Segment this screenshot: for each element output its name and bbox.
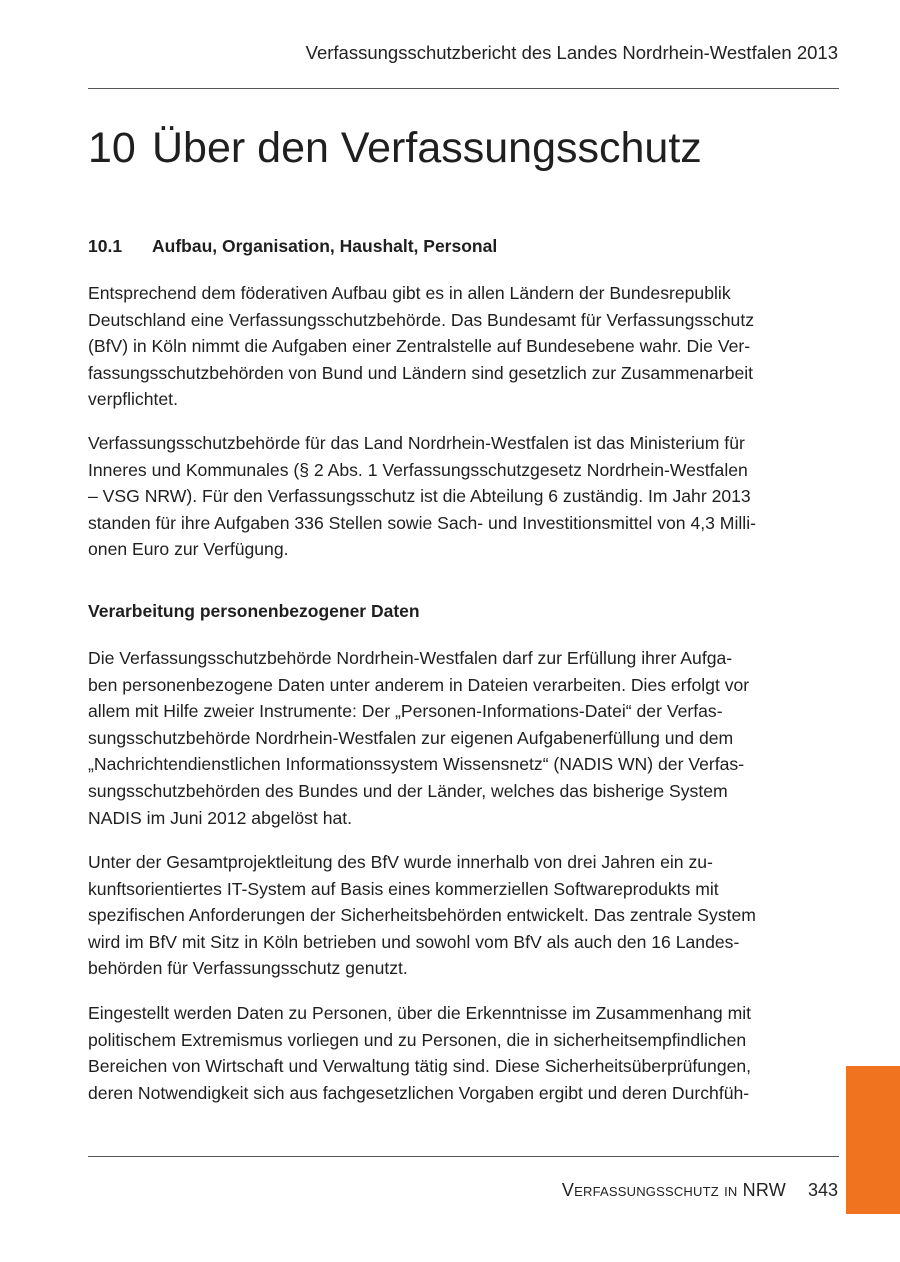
- header-rule: [88, 88, 839, 89]
- text-line: ben personenbezogene Daten unter anderem in Dateien verarbeiten. Dies erfolgt vor: [88, 674, 750, 695]
- text-line: verpflichtet.: [88, 389, 178, 410]
- section-heading: [88, 236, 497, 257]
- text-line: Inneres und Kommunales (§ 2 Abs. 1 Verfassungsschutzgesetz Nordrhein-Westfalen: [88, 459, 748, 480]
- chapter-title-text: Über den Verfassungsschutz: [152, 124, 702, 172]
- text-line: sungsschutzbehörde Nordrhein-Westfalen zur eigenen Aufgabenerfüllung und dem: [88, 727, 734, 748]
- text-line: „Nachrichtendienstlichen Informationssystem Wissensnetz“ (NADIS WN) der Verfas-: [88, 754, 745, 775]
- text-line: politischem Extremismus vorliegen und zu Personen, die in sicherheitsempfindlichen: [88, 1029, 747, 1050]
- running-header: Verfassungsschutzbericht des Landes Nordrhein-Westfalen 2013: [305, 42, 838, 63]
- text-line: – VSG NRW). Für den Verfassungsschutz ist die Abteilung 6 zuständig. Im Jahr 2013: [88, 486, 751, 507]
- text-line: Die Verfassungsschutzbehörde Nordrhein-Westfalen darf zur Erfüllung ihrer Aufga-: [88, 648, 733, 668]
- chapter-title: [88, 124, 702, 173]
- text-line: onen Euro zur Verfügung.: [88, 539, 289, 560]
- text-line: spezifischen Anforderungen der Sicherheitsbehörden entwickelt. Das zentrale System: [88, 905, 756, 926]
- chapter-thumb-tab: [846, 1066, 900, 1214]
- text-line: NADIS im Juni 2012 abgelöst hat.: [88, 807, 353, 828]
- text-line: Unter der Gesamtprojektleitung des BfV wurde innerhalb von drei Jahren ein zu-: [88, 852, 713, 872]
- page-footer: [562, 1180, 838, 1201]
- text-line: Entsprechend dem föderativen Aufbau gibt es in allen Ländern der Bundesrepublik: [88, 283, 731, 303]
- text-line: behörden für Verfassungsschutz genutzt.: [88, 958, 408, 979]
- paragraph-eingestellte-daten: [88, 1000, 798, 1106]
- text-line: Verfassungsschutzbehörde für das Land Nordrhein-Westfalen ist das Ministerium für: [88, 433, 745, 453]
- text-line: standen für ihre Aufgaben 336 Stellen sowie Sach- und Investitionsmittel von 4,3 Milli-: [88, 512, 756, 533]
- footer-rule: [88, 1156, 839, 1157]
- text-line: deren Notwendigkeit sich aus fachgesetzlichen Vorgaben ergibt und deren Durchfüh-: [88, 1082, 750, 1103]
- subheading-datenverarbeitung: Verarbeitung personenbezogener Daten: [88, 601, 420, 621]
- paragraph-dateien: [88, 645, 798, 831]
- text-line: Bereichen von Wirtschaft und Verwaltung tätig sind. Diese Sicherheitsüberprüfungen,: [88, 1056, 752, 1077]
- paragraph-foederal: [88, 280, 798, 413]
- text-line: Eingestellt werden Daten zu Personen, über die Erkenntnisse im Zusammenhang mit: [88, 1003, 752, 1023]
- text-line: Deutschland eine Verfassungsschutzbehörde. Das Bundesamt für Verfassungsschutz: [88, 309, 755, 330]
- text-line: sungsschutzbehörden des Bundes und der Länder, welches das bisherige System: [88, 780, 728, 801]
- text-line: (BfV) in Köln nimmt die Aufgaben einer Zentralstelle auf Bundesebene wahr. Die Ver-: [88, 336, 751, 357]
- paragraph-it-system: [88, 849, 798, 982]
- footer-series-title: Verfassungsschutz in NRW: [561, 1180, 786, 1200]
- text-line: allem mit Hilfe zweier Instrumente: Der „Personen-Informations-Datei“ der Verfas-: [88, 701, 723, 722]
- section-title-text: Aufbau, Organisation, Haushalt, Personal: [152, 236, 498, 256]
- text-line: fassungsschutzbehörden von Bund und Ländern sind gesetzlich zur Zusammenarbeit: [88, 362, 754, 383]
- page-number: 343: [807, 1180, 838, 1200]
- paragraph-nrw-behoerde: [88, 430, 798, 563]
- chapter-number: 10: [88, 124, 136, 172]
- text-line: kunftsorientiertes IT-System auf Basis eines kommerziellen Softwareprodukts mit: [88, 878, 719, 899]
- text-line: wird im BfV mit Sitz in Köln betrieben und sowohl vom BfV als auch den 16 Landes-: [88, 931, 740, 952]
- section-number: 10.1: [88, 236, 123, 256]
